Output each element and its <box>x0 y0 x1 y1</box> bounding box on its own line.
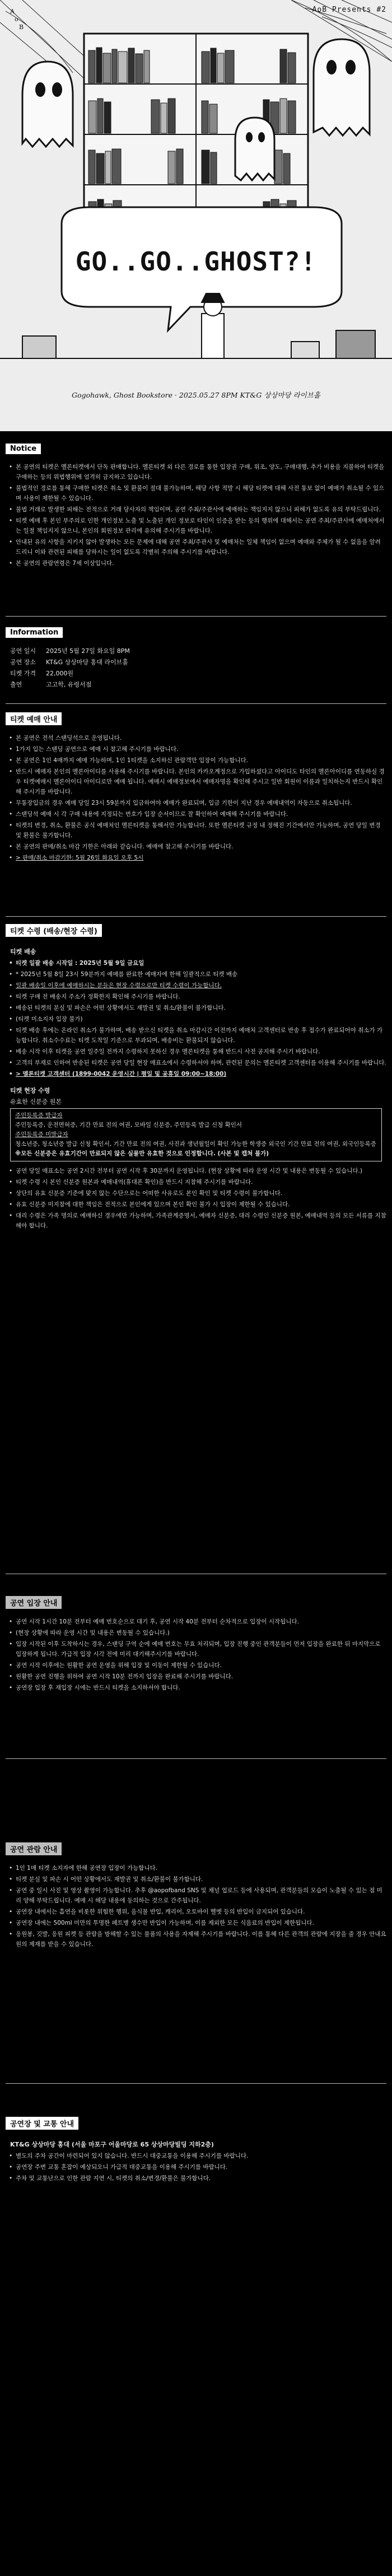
list-item: • 본 공연은 1인 4매까지 예매 가능하며, 1인 1티켓을 소지하신 관람객만 입장이 가능합니다. <box>16 755 386 766</box>
viewing-list <box>6 1863 386 1949</box>
info-value: 고고학, 유령서점 <box>46 681 92 688</box>
list-item: • 티켓 수령 시 본인 신분증 원본과 예매내역(휴대폰 확인)을 반드시 지참해 주시기를 바랍니다. <box>16 1177 386 1187</box>
ticket-pickup-heading: 티켓 수령 (배송/현장 수령) <box>6 924 102 937</box>
list-item: • 티켓 구매 전 배송지 주소가 정확한지 확인해 주시기를 바랍니다. <box>16 992 386 1002</box>
list-item: • (티켓 미소지자 입장 불가) <box>16 1014 386 1024</box>
list-item: • 스탠딩석 예매 시 각 구매 내용에 지정되는 번호가 입장 순서이므로 잘 확인하여 예매해 주시기를 바랍니다. <box>16 809 386 819</box>
list-item: • 본 공연의 티켓은 멜론티켓에서 단독 판매합니다. 멜론티켓 외 다른 경로를 통한 입장권 구매, 위조, 양도, 구매대행, 추가 비용을 지불하여 티켓을 구매하는 등의 위법행위에 엄격히 금지하고 있습니다. <box>16 462 386 482</box>
list-item: • 본 공연의 판매/취소 마감 기한은 아래와 같습니다. 예매에 참고해 주시기를 바랍니다. <box>16 842 386 852</box>
id-requirements-box <box>10 1108 382 1161</box>
info-value: 2025년 5월 27일 화요일 8PM <box>46 647 130 655</box>
list-item: • 티켓 분실 및 파손 시 어떤 상황에서도 재발권 및 취소/환불이 불가합니다. <box>16 1874 386 1884</box>
list-item: • 공연장 내에는 500ml 미만의 투명한 페트병 생수만 반입이 가능하며, 이를 제외한 모든 식음료의 반입이 제한됩니다. <box>16 1918 386 1928</box>
info-label: 티켓 가격 <box>10 670 36 677</box>
delivery-list <box>6 958 386 1079</box>
list-item: • 1인 1매 티켓 소지자에 한해 공연장 입장이 가능합니다. <box>16 1863 386 1873</box>
list-item: • 유효 신분증 미지참에 대한 책임은 전적으로 본인에게 있으며 본인 확인 불가 시 입장이 제한될 수 있습니다. <box>16 1200 386 1210</box>
info-label: 공연 일시 <box>10 647 36 655</box>
list-item: • 안내된 유의 사항을 지키지 않아 발생하는 모든 문제에 대해 공연 주최/주관사 및 예매처는 일체 책임이 없으며 예매와 주체가 될 수 없음을 알려 드리니 이와 관련된 피해를 당하시는 일이 없도록 각별히 주의해 주시기를 바랍니다. <box>16 537 386 557</box>
info-value: 22,000원 <box>46 670 74 677</box>
onsite-list <box>6 1166 386 1231</box>
viewing-heading: 공연 관람 안내 <box>6 1842 62 1855</box>
list-item: • 주차 및 교통난으로 인한 관람 지연 시, 티켓의 취소/변경/환불은 불가합니다. <box>16 2173 386 2183</box>
entry-heading: 공연 입장 안내 <box>6 1596 62 1609</box>
onsite-subtitle: 유효한 신분증 원본 <box>10 1098 62 1105</box>
info-label: 공연 장소 <box>10 659 36 666</box>
list-item: • 배송 시작 이후 티켓을 공연 일주일 전까지 수령하지 못하신 경우 멜론티켓을 통해 반드시 사전 공지해 주시기 바랍니다. <box>16 1047 386 1057</box>
aob-logo <box>10 8 34 37</box>
list-item: • 배송된 티켓의 분실 및 파손은 어떤 상황에서도 재발권 및 취소/환불이 불가합니다. <box>16 1003 386 1013</box>
box-line: ※모든 신분증은 유효기간이 만료되지 않은 실물만 유효한 것으로 인정합니다. (사본 및 캡쳐 불가) <box>15 1150 269 1157</box>
logo-letter-b: B <box>19 24 24 31</box>
viewing-section <box>6 1842 386 1950</box>
divider <box>6 2083 386 2084</box>
list-item: • 티켓 예매 후 본인 부주의로 인한 개인정보 노출 및 노출된 개인 정보로 타인이 인증을 받는 등의 행위에 대해서는 공연 주최/주관사에 예매처에서는 일절 책임지지 않으니, 본인의 회원정보 관리에 유의해 주시기를 바랍니다. <box>16 516 386 536</box>
list-item: • 대리 수령은 가족 명의로 예매하신 경우에만 가능하며, 가족관계증명서, 예매자 신분증, 대리 수령인 신분증 원본, 예매내역 등의 모든 서류를 지참해야 합니다. <box>16 1211 386 1231</box>
poster-illustration <box>0 0 392 431</box>
list-item: • 본 공연은 전석 스탠딩석으로 운영됩니다. <box>16 733 386 743</box>
ticket-sale-list <box>6 733 386 863</box>
list-item: • 입장 시작된 이후 도착하시는 경우, 스탠딩 구역 순에 예매 번호는 무효 처리되며, 입장 진행 중인 관객분들이 먼저 입장을 완료한 뒤 마지막으로 입장하게 됩니다. 가급적 입장 시각 전에 미리 대기해주시기를 바랍니다. <box>16 1639 386 1659</box>
list-item: • 원활한 공연 진행을 위하여 공연 시작 10분 전까지 입장을 완료해 주시기를 바랍니다. <box>16 1672 386 1682</box>
list-item: • 공연 시작 이후에는 원활한 공연 운영을 위해 입장 및 이동이 제한될 수 있습니다. <box>16 1660 386 1670</box>
poster-header: AoB Presents #2 <box>312 6 386 14</box>
deadline-item: • > 판매/취소 마감기한: 5월 26일 화요일 오후 5시 <box>16 853 386 863</box>
list-item: • 공연 당일 매표소는 공연 2시간 전부터 공연 시작 후 30분까지 운영됩니다. (현장 상황에 따라 운영 시간 및 내용은 변동될 수 있습니다.) <box>16 1166 386 1176</box>
poster-image <box>0 0 392 431</box>
list-item: • 티켓 배송 후에는 온라인 취소가 불가하며, 배송 받으신 티켓을 취소 마감시간 이전까지 예매처 고객센터로 반송 후 접수가 완료되어야 취소가 가능합니다. 취소수수료는 티켓 도착일 기준으로 부과되며, 배송비는 환불되지 않습니다. <box>16 1025 386 1046</box>
list-item: • 공연장 주변 교통 혼잡이 예상되오니 가급적 대중교통을 이용해 주시기를 바랍니다. <box>16 2162 386 2172</box>
list-item: • 무통장입금의 경우 예매 당일 23시 59분까지 입금하여야 예매가 완료되며, 입금 기한이 지난 경우 예매내역이 자동으로 취소됩니다. <box>16 798 386 808</box>
list-item: • 고객의 부재로 인하여 반송된 티켓은 공연 당일 현장 매표소에서 수령하셔야 하며, 관련된 문의는 멜론티켓 고객센터를 이용해 주시기를 바랍니다. <box>16 1058 386 1068</box>
list-item: • 티켓의 변경, 취소, 환불은 공식 예매처인 멜론티켓을 통해서만 가능합니다. 또한 멜론티켓 규정 내 정해진 기간에서만 가능하며, 공연 당일 변경 및 환불은 불가합니다. <box>16 820 386 841</box>
onsite-title: 티켓 현장 수령 <box>10 1087 50 1094</box>
delivery-title: 티켓 배송 <box>10 948 36 955</box>
poster-caption: Gogohawk, Ghost Bookstore · 2025.05.27 8PM KT&G 상상마당 라이브홀 <box>72 391 320 399</box>
venue-list <box>6 2151 386 2183</box>
list-item: • 공연 시작 1시간 10분 전부터 예매 번호순으로 대기 후, 공연 시작 40분 전부터 순차적으로 입장이 시작됩니다. <box>16 1617 386 1627</box>
venue-heading: 공연장 및 교통 안내 <box>6 2117 78 2130</box>
entry-list <box>6 1617 386 1693</box>
divider <box>6 916 386 917</box>
notice-section <box>6 442 386 570</box>
list-item: • 응원봉, 깃발, 응원 피켓 등 관람을 방해할 수 있는 물품의 사용을 자제해 주시기를 바랍니다. 이를 통해 다른 관객의 관람에 지장을 줄 경우 안내요원의 제재를 받을 수 있습니다. <box>16 1929 386 1949</box>
notice-list <box>6 462 386 568</box>
notice-heading: Notice <box>6 444 41 454</box>
list-item: • 티켓 일괄 배송 시작일 : 2025년 5월 9일 금요일 <box>16 958 386 968</box>
ticket-sale-section <box>6 712 386 864</box>
box-line: 주민등록증 미발급자 <box>15 1131 68 1138</box>
logo-letter-a: A <box>10 8 15 15</box>
info-value: KT&G 상상마당 홍대 라이브홀 <box>46 659 128 666</box>
helpdesk-item: • > 멜론티켓 고객센터 (1899-0042 운영시간 | 평일 및 공휴일 09:00~18:00) <box>16 1069 386 1079</box>
list-item: • 공연장 입장 후 재입장 시에는 반드시 티켓을 소지하셔야 합니다. <box>16 1683 386 1693</box>
box-line: 청소년증, 청소년증 발급 신청 확인서, 기간 만료 전의 여권, 사진과 생년월일이 확인 가능한 학생증 외국인 기간 만료 전의 여권, 외국인등록증 <box>15 1141 376 1147</box>
list-item: • 본 공연의 관람연령은 7세 이상입니다. <box>16 558 386 568</box>
info-row-cast <box>10 679 386 690</box>
info-label: 출연 <box>10 681 22 688</box>
list-item: • 상단의 유효 신분증 기준에 맞지 않는 수단으로는 어떠한 사유로도 본인 확인 및 티켓 수령이 불가합니다. <box>16 1188 386 1198</box>
divider <box>6 616 386 617</box>
list-item: • 일괄 배송일 이후에 예매하시는 분들은 현장 수령으로만 티켓 수령이 가능합니다. <box>16 981 386 991</box>
list-item: • 불법적인 경로를 통해 구매한 티켓은 취소 및 환불이 절대 불가능하며, 해당 사항 적발 시 해당 티켓에 대해 사전 통보 없이 예매가 취소될 수 있으며 사용이 제한될 수 있습니다. <box>16 483 386 503</box>
list-item: • 공연장 내에서는 흡연을 비롯한 위험한 행위, 음식물 반입, 캐리어, 오토바이 헬멧 등의 반입이 금지되어 있습니다. <box>16 1907 386 1917</box>
divider <box>6 703 386 704</box>
info-row-price <box>10 668 386 679</box>
entry-section <box>6 1596 386 1694</box>
list-item: • * 2025년 5월 8일 23시 59분까지 예매를 완료한 예매자에 한해 일괄적으로 티켓 배송 <box>16 969 386 979</box>
venue-address: KT&G 상상마당 홍대 (서울 마포구 어울마당로 65 상상마당빌딩 지하2층) <box>10 2141 214 2148</box>
info-row-venue <box>10 657 386 668</box>
information-section <box>6 626 386 690</box>
divider <box>6 1758 386 1759</box>
list-item: • 공연 중 일시 사진 및 영상 촬영이 가능합니다. 추후 @aopofband SNS 및 채널 업로드 등에 사용되며, 관객분들의 모습이 노출될 수 있는 점 미리 양해 부탁드립니다. 예매 시 해당 내용에 동의하는 것으로 간주됩니다. <box>16 1886 386 1906</box>
info-row-date <box>10 646 386 657</box>
logo-letter-o: o <box>15 16 18 23</box>
ticket-sale-heading: 티켓 예매 안내 <box>6 712 62 725</box>
list-item: • (현장 상황에 따라 운영 시간 및 내용은 변동될 수 있습니다.) <box>16 1628 386 1638</box>
list-item: • 반드시 예매자 본인의 멜론아이디를 사용해 주시기를 바랍니다. 본인의 카카오계정으로 가입하셨다고 아이디도 타인의 멜론아이디를 연동하실 경우 티켓예매시 멜론아이디 아이디로만 예매 됩니다. 예매시 예매정보에서 예매자명을 확인해 주시고 일반 회원이 이름과 일치하는지 반드시 확인해 주시기를 바랍니다. <box>16 767 386 797</box>
box-line: 주민등록증, 운전면허증, 기간 만료 전의 여권, 모바일 신분증, 주민등록 발급 신청 확인서 <box>15 1122 242 1128</box>
list-item: • 1가지 입는 스탠딩 공연으로 예매 시 참고해 주시기를 바랍니다. <box>16 744 386 754</box>
ticket-pickup-section <box>6 924 386 1232</box>
information-heading: Information <box>6 627 63 638</box>
venue-section <box>6 2117 386 2185</box>
poster-title: GO..GO..GHOST?! <box>75 246 317 277</box>
list-item: • 별도의 주차 공간이 마련되어 있지 않습니다. 반드시 대중교통을 이용해 주시기를 바랍니다. <box>16 2151 386 2161</box>
box-line: 주민등록증 발급자 <box>15 1112 63 1119</box>
list-item: • 불법 거래로 발생한 피해는 전적으로 거래 당사자의 책임이며, 공연 주최/주관사에 예매하는 책임지지 않으니 피해가 없도록 유의 부탁드립니다. <box>16 505 386 515</box>
